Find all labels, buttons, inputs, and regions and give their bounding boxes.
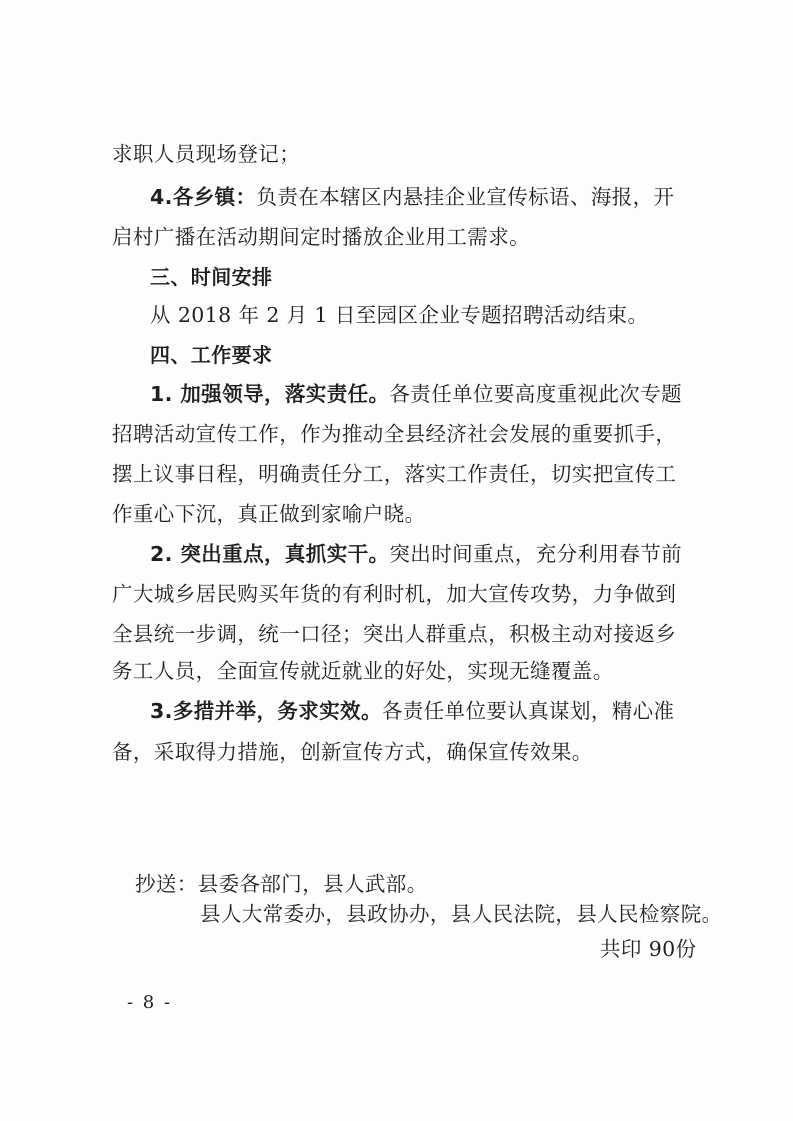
requirement-3-text: 各责任单位要认真谋划，精心准 — [381, 699, 675, 723]
requirement-2-line — [150, 540, 682, 568]
body-line-8: 招聘活动宣传工作，作为推动全县经济社会发展的重要抓手， — [112, 422, 677, 446]
requirement-2-text: 突出时间重点，充分利用春节前 — [389, 542, 682, 566]
cc-recipients-2: 县人大常委办，县政协办，县人民法院，县人民检察院。 — [200, 902, 723, 926]
requirement-1-line — [150, 380, 682, 408]
cc-label: 抄送： — [135, 872, 198, 896]
body-line-14: 务工人员，全面宣传就近就业的好处，实现无缝覆盖。 — [112, 659, 614, 683]
body-line-12: 广大城乡居民购买年货的有利时机，加大宣传攻势，力争做到 — [112, 582, 677, 606]
requirement-3-line — [150, 697, 674, 725]
section-heading-schedule: 三、时间安排 — [150, 265, 273, 289]
cc-recipients-1: 县委各部门，县人武部。 — [197, 872, 428, 896]
body-line-13: 全县统一步调，统一口径；突出人群重点，积极主动对接返乡 — [112, 622, 677, 646]
body-line-3: 启村广播在活动期间定时播放企业用工需求。 — [112, 225, 530, 249]
body-line-9: 摆上议事日程，明确责任分工，落实工作责任，切实把宣传工 — [112, 462, 677, 486]
page-number: - 8 - — [127, 992, 173, 1013]
body-line-16: 备，采取得力措施，创新宣传方式，确保宣传效果。 — [112, 740, 593, 764]
requirement-1-lead: 1. 加强领导，落实责任。 — [150, 382, 390, 406]
item-4-text: 负责在本辖区内悬挂企业宣传标语、海报，开 — [256, 185, 675, 209]
cc-block — [135, 870, 428, 898]
body-line-1: 求职人员现场登记； — [112, 142, 301, 166]
item-4-line — [150, 183, 674, 211]
section-heading-requirements: 四、工作要求 — [150, 343, 273, 367]
item-4-lead: 4.各乡镇： — [150, 185, 257, 209]
copies-count: 共印 90份 — [600, 937, 697, 961]
requirement-2-lead: 2. 突出重点，真抓实干。 — [150, 542, 390, 566]
requirement-3-lead: 3.多措并举，务求实效。 — [150, 699, 382, 723]
schedule-text: 从 2018 年 2 月 1 日至园区企业专题招聘活动结束。 — [150, 303, 649, 327]
body-line-10: 作重心下沉，真正做到家喻户晓。 — [112, 502, 426, 526]
requirement-1-text: 各责任单位要高度重视此次专题 — [389, 382, 682, 406]
